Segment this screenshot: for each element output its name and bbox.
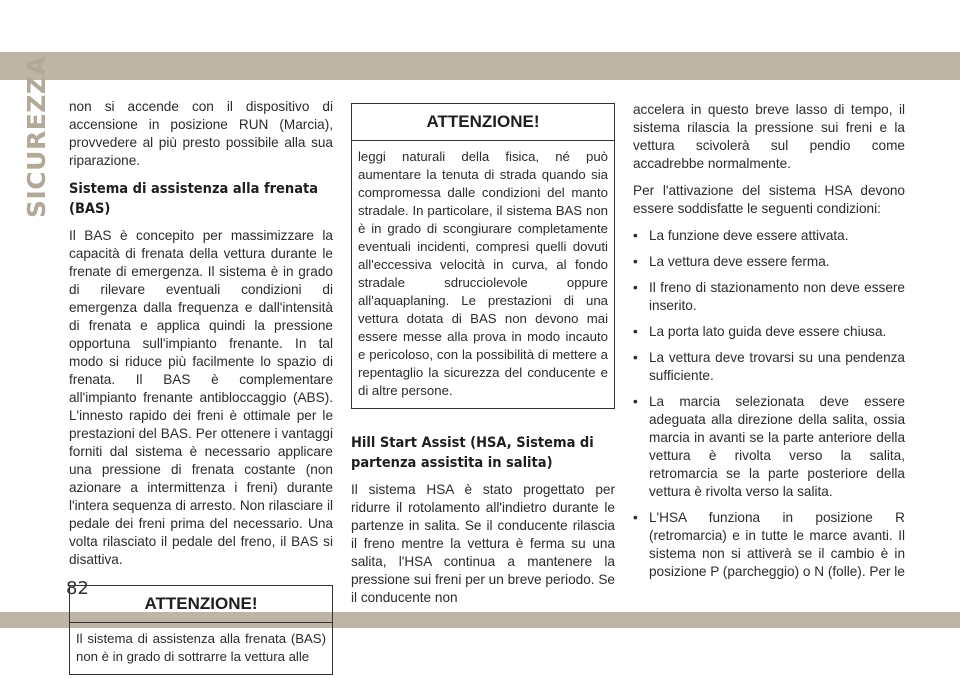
list-item: [633, 393, 905, 501]
bullet-icon: •: [633, 280, 638, 295]
bullet-icon: •: [633, 324, 638, 339]
section-heading: Sistema di assistenza alla frenata (BAS): [69, 181, 319, 217]
bullet-icon: •: [633, 228, 638, 243]
list-item-text: Il freno di stazionamento non deve essere inserito.: [649, 280, 905, 313]
header-band: [0, 52, 960, 80]
list-item-text: La porta lato guida deve essere chiusa.: [649, 324, 887, 339]
warning-title: ATTENZIONE!: [70, 586, 332, 623]
warning-box: [69, 585, 333, 675]
list-item: [633, 349, 905, 385]
bullet-icon: •: [633, 394, 638, 409]
list-item: [633, 279, 905, 315]
paragraph: Il sistema HSA è stato progettato per ridurre il rotolamento all'indietro durante le partenze in salita. Se il conducente rilascia il freno mentre la vettura è ferma su una salita, l'HSA continua a mantenere la pressione sui freni per un breve periodo. Se il conducente non: [351, 482, 615, 605]
paragraph: accelera in questo breve lasso di tempo, il sistema rilascia la pressione sui freni e la vettura scivolerà sul pendio come accadrebbe normalmente.: [633, 102, 905, 171]
list-item-text: L'HSA funziona in posizione R (retromarcia) e in tutte le marce avanti. Il sistema non si attiverà se il cambio è in posizione P (parcheggio) o N (folle). Per le: [649, 510, 905, 579]
warning-box: [351, 103, 615, 409]
paragraph: non si accende con il dispositivo di accensione in posizione RUN (Marcia), provvedere al più presto possibile alla sua riparazione.: [69, 99, 333, 168]
warning-text: leggi naturali della fisica, né può aumentare la tenuta di strada quando sia compromessa dalle condizioni del manto stradale. In particolare, il sistema BAS non è in grado di scongiurare completamente eventuali incidenti, compresi quelli dovuti all'eccessiva velocità in curva, al fondo stradale sdrucciolevole oppure all'aquaplaning. Le prestazioni di una vettura dotata di BAS non devono mai essere messe alla prova in modo incauto e pericoloso, con la possibilità di mettere a repentaglio la sicurezza del conducente e di altre persone.: [358, 149, 608, 398]
list-item: [633, 227, 905, 245]
list-item-text: La vettura deve essere ferma.: [649, 254, 830, 269]
condition-list: [633, 227, 905, 581]
list-item-text: La funzione deve essere attivata.: [649, 228, 849, 243]
list-item: [633, 509, 905, 581]
warning-title: ATTENZIONE!: [352, 104, 614, 141]
paragraph: Per l'attivazione del sistema HSA devono essere soddisfatte le seguenti condizioni:: [633, 183, 905, 216]
column-left: [69, 98, 333, 675]
paragraph: Il BAS è concepito per massimizzare la capacità di frenata della vettura durante le frenate di emergenza. Il sistema è in grado di rilevare eventuali condizioni di emergenza dalla frequenza e dall'intensità di frenata e applica quindi la pressione opportuna sull'impianto frenante. In tal modo si riduce più facilmente lo spazio di frenata. Il BAS è complementare all'impianto frenante antibloccaggio (ABS). L'innesto rapido dei freni è ottimale per le prestazioni del BAS. Per ottenere i vantaggi forniti dal sistema è necessario applicare una pressione di frenata costante (non azionare a intermittenza i freni) durante l'intera sequenza di arresto. Non rilasciare il pedale dei freni prima del necessario. Una volta rilasciato il pedale del freno, il BAS si disattiva.: [69, 228, 333, 567]
section-heading: Hill Start Assist (HSA, Sistema di partenza assistita in salita): [351, 435, 594, 471]
warning-text: Il sistema di assistenza alla frenata (BAS) non è in grado di sottrarre la vettura alle: [76, 631, 326, 664]
list-item: [633, 253, 905, 271]
bullet-icon: •: [633, 350, 638, 365]
page-number: 82: [66, 578, 89, 599]
list-item-text: La marcia selezionata deve essere adeguata alla direzione della salita, ossia marcia in avanti se la parte anteriore della vettura è rivolta verso la salita, retromarcia se la parte posteriore della vettura è rivolta verso la salita.: [649, 394, 905, 499]
bullet-icon: •: [633, 254, 638, 269]
list-item: [633, 323, 905, 341]
column-middle: [351, 103, 615, 616]
list-item-text: La vettura deve trovarsi su una pendenza sufficiente.: [649, 350, 905, 383]
column-right: [633, 101, 905, 589]
bullet-icon: •: [633, 510, 638, 525]
section-side-label: SICUREZZA: [22, 55, 51, 218]
